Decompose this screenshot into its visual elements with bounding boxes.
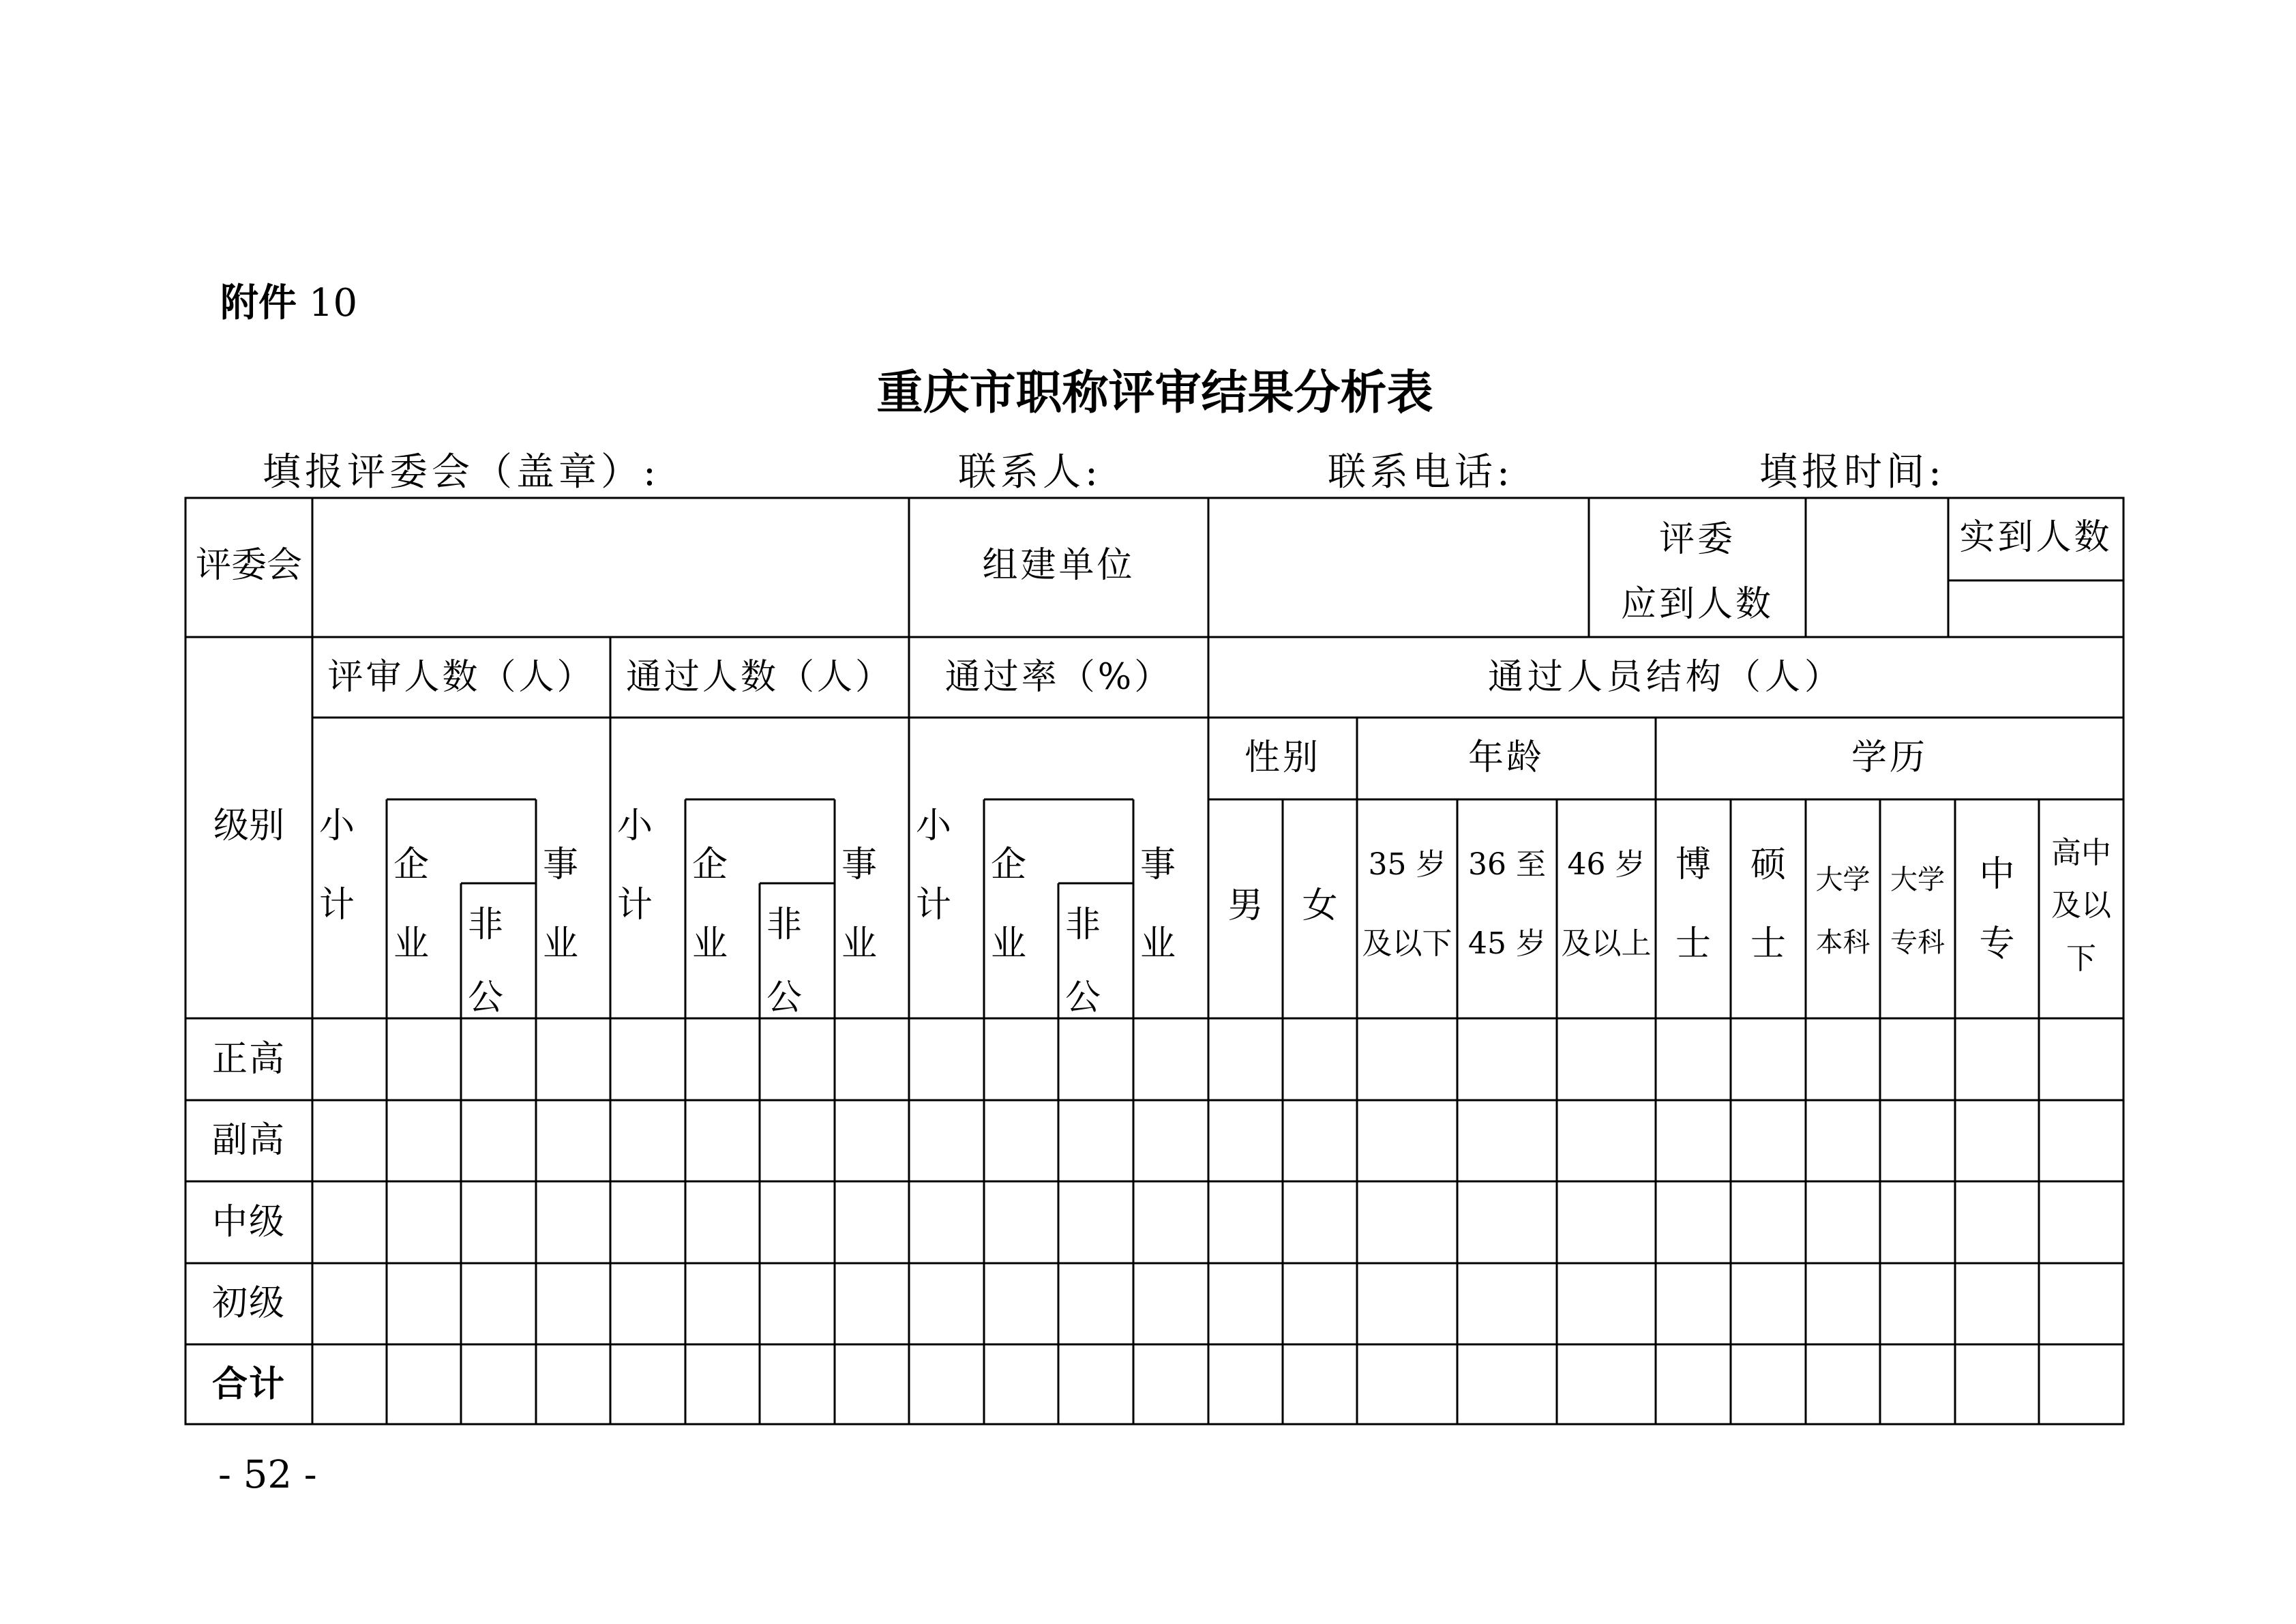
age-36-45-1: 36 至 — [1468, 847, 1546, 882]
nonpublic-header-2a: 非 — [766, 904, 803, 945]
institution-header-1b: 业 — [543, 924, 579, 964]
nonpublic-header-2b: 公 — [766, 977, 803, 1018]
row-label-deputy-senior: 副高 — [211, 1120, 286, 1161]
bachelor-header-2: 本科 — [1815, 927, 1870, 958]
row-label-junior: 初级 — [211, 1283, 286, 1324]
nonpublic-header-1b: 公 — [468, 977, 504, 1018]
enterprise-header-1a: 企 — [393, 844, 430, 885]
age-35-below-1: 35 岁 — [1368, 847, 1446, 882]
committee-input[interactable] — [314, 499, 907, 636]
institution-header-3b: 业 — [1140, 924, 1176, 964]
row-label-total: 合计 — [211, 1364, 286, 1405]
high-school-header-3: 下 — [2066, 941, 2096, 976]
attachment-label: 附件 10 — [220, 281, 358, 325]
subtotal-header-1a: 小 — [319, 806, 355, 846]
nonpublic-header-3a: 非 — [1065, 904, 1101, 945]
institution-header-3a: 事 — [1140, 844, 1176, 885]
row-label-intermediate: 中级 — [211, 1202, 286, 1243]
age-46-above-2: 及以上 — [1561, 926, 1652, 961]
college-header-2: 专科 — [1890, 927, 1945, 958]
enterprise-header-3a: 企 — [991, 844, 1027, 885]
enterprise-header-2a: 企 — [692, 844, 728, 885]
members-due-input[interactable] — [1807, 499, 1947, 636]
nonpublic-header-1a: 非 — [468, 904, 504, 945]
age-46-above-1: 46 岁 — [1567, 847, 1645, 882]
members-due-label-2: 应到人数 — [1620, 584, 1774, 625]
passed-header: 通过人数（人） — [625, 657, 893, 698]
pass-rate-header: 通过率（%） — [944, 657, 1173, 698]
level-header: 级别 — [213, 806, 284, 846]
organizer-input[interactable] — [1210, 499, 1587, 636]
committee-seal-field[interactable]: 填报评委会（盖章）: — [263, 450, 660, 494]
high-school-header-2: 及以 — [2051, 888, 2111, 923]
structure-header: 通过人员结构（人） — [1487, 657, 1844, 698]
age-header: 年龄 — [1467, 737, 1545, 778]
committee-label: 评委会 — [195, 545, 302, 586]
doctor-header-2: 士 — [1675, 924, 1711, 964]
enterprise-header-3b: 业 — [991, 924, 1027, 964]
actual-present-input[interactable] — [1950, 582, 2122, 636]
bachelor-header-1: 大学 — [1815, 864, 1870, 896]
row-label-senior: 正高 — [211, 1039, 286, 1080]
education-header: 学历 — [1851, 737, 1928, 778]
page-title: 重庆市职称评审结果分析表 — [876, 366, 1433, 420]
organizer-label: 组建单位 — [982, 545, 1135, 586]
actual-present-label: 实到人数 — [1959, 517, 2113, 558]
subtotal-header-2a: 小 — [617, 806, 653, 846]
master-header-1: 硕 — [1750, 844, 1786, 885]
institution-header-2b: 业 — [841, 924, 878, 964]
age-35-below-2: 及以下 — [1362, 926, 1452, 961]
secondary-header-2: 专 — [1979, 924, 2015, 964]
age-36-45-2: 45 岁 — [1468, 926, 1546, 961]
reviewed-header: 评审人数（人） — [327, 657, 595, 698]
master-header-2: 士 — [1750, 924, 1786, 964]
nonpublic-header-3b: 公 — [1065, 977, 1101, 1018]
enterprise-header-1b: 业 — [393, 924, 430, 964]
doctor-header-1: 博 — [1675, 844, 1711, 885]
male-header: 男 — [1227, 885, 1264, 926]
subtotal-header-3a: 小 — [916, 806, 952, 846]
high-school-header-1: 高中 — [2051, 836, 2111, 870]
institution-header-2a: 事 — [841, 844, 878, 885]
gender-header: 性别 — [1244, 737, 1321, 778]
members-due-label-1: 评委 — [1658, 519, 1735, 560]
contact-phone-field[interactable]: 联系电话: — [1328, 450, 1514, 494]
contact-person-field[interactable]: 联系人: — [958, 450, 1102, 494]
secondary-header-1: 中 — [1979, 854, 2015, 895]
report-time-field[interactable]: 填报时间: — [1759, 450, 1945, 494]
page-number: - 52 - — [218, 1453, 317, 1497]
subtotal-header-2b: 计 — [617, 885, 653, 926]
college-header-1: 大学 — [1890, 864, 1945, 896]
subtotal-header-3b: 计 — [916, 885, 952, 926]
female-header: 女 — [1302, 885, 1338, 926]
subtotal-header-1b: 计 — [319, 885, 355, 926]
enterprise-header-2b: 业 — [692, 924, 728, 964]
institution-header-1a: 事 — [543, 844, 579, 885]
